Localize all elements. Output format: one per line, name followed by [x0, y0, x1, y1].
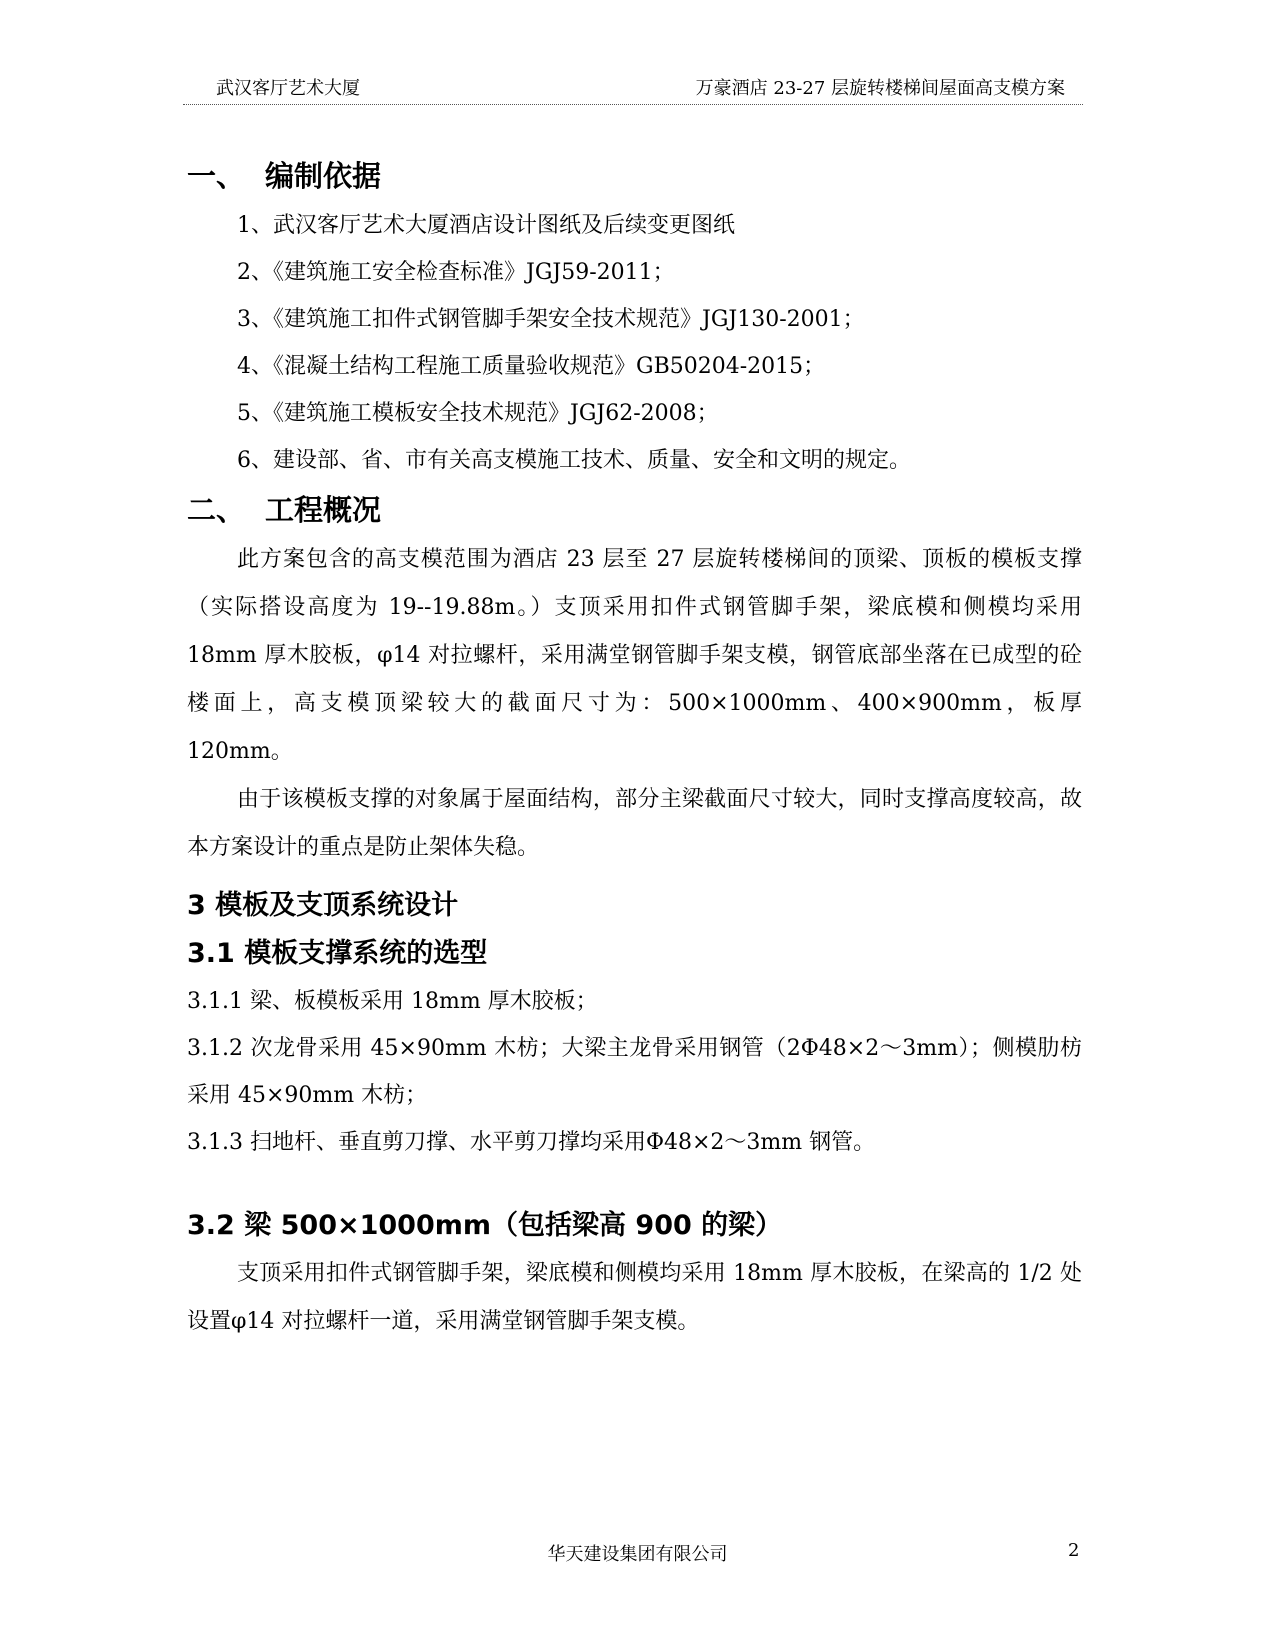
header-document-title: 万豪酒店 23-27 层旋转楼梯间屋面高支模方案 [695, 78, 1065, 99]
header-project-name: 武汉客厅艺术大厦 [216, 78, 360, 99]
page-number: 2 [1068, 1540, 1080, 1561]
section-2-title: 工程概况 [265, 493, 382, 527]
overview-paragraph: 由于该模板支撑的对象属于屋面结构，部分主梁截面尺寸较大，同时支撑高度较高，故本方案设计的重点是防止架体失稳。 [187, 787, 1082, 860]
design-item: 3.1.3 扫地杆、垂直剪刀撑、水平剪刀撑均采用Φ48×2～3mm 钢管。 [187, 1130, 876, 1155]
section-2-number: 二、 [187, 493, 246, 527]
reference-item: 1、武汉客厅艺术大厦酒店设计图纸及后续变更图纸 [237, 213, 735, 238]
page-header [183, 70, 1083, 105]
overview-paragraph: 此方案包含的高支模范围为酒店 23 层至 27 层旋转楼梯间的顶梁、顶板的模板支撑（实际搭设高度为 19--19.88m。）支顶采用扣件式钢管脚手架，梁底模和侧模均采用 18mm 厚木胶板，φ14 对拉螺杆，采用满堂钢管脚手架支模，钢管底部坐落在已成型的砼楼面上，高支模顶梁较大的截面尺寸为：500×1000mm、400×900mm，板厚 120mm。 [187, 547, 1082, 764]
section-2-heading [187, 484, 1082, 536]
section-1-heading [187, 150, 1082, 202]
beam-paragraph: 支顶采用扣件式钢管脚手架，梁底模和侧模均采用 18mm 厚木胶板，在梁高的 1/2 处设置φ14 对拉螺杆一道，采用满堂钢管脚手架支模。 [187, 1261, 1082, 1334]
section-3-heading: 3 模板及支顶系统设计 [187, 890, 459, 921]
section-1-title: 编制依据 [265, 159, 382, 193]
reference-item: 3、《建筑施工扣件式钢管脚手架安全技术规范》JGJ130-2001； [237, 307, 865, 332]
section-1-number: 一、 [187, 159, 246, 193]
reference-item: 4、《混凝土结构工程施工质量验收规范》GB50204-2015； [237, 354, 826, 379]
reference-item: 6、建设部、省、市有关高支模施工技术、质量、安全和文明的规定。 [237, 448, 911, 473]
section-3-2-heading: 3.2 梁 500×1000mm（包括梁高 900 的梁） [187, 1210, 783, 1241]
footer-company: 华天建设集团有限公司 [547, 1544, 728, 1565]
reference-item: 5、《建筑施工模板安全技术规范》JGJ62-2008； [237, 401, 719, 426]
design-item: 3.1.2 次龙骨采用 45×90mm 木枋；大梁主龙骨采用钢管（2Φ48×2～3mm）；侧模肋枋采用 45×90mm 木枋； [187, 1036, 1082, 1108]
section-3-1-heading: 3.1 模板支撑系统的选型 [187, 938, 488, 969]
page-content [187, 150, 1082, 1346]
reference-item: 2、《建筑施工安全检查标准》JGJ59-2011； [237, 260, 675, 285]
design-item: 3.1.1 梁、板模板采用 18mm 厚木胶板； [187, 989, 598, 1014]
